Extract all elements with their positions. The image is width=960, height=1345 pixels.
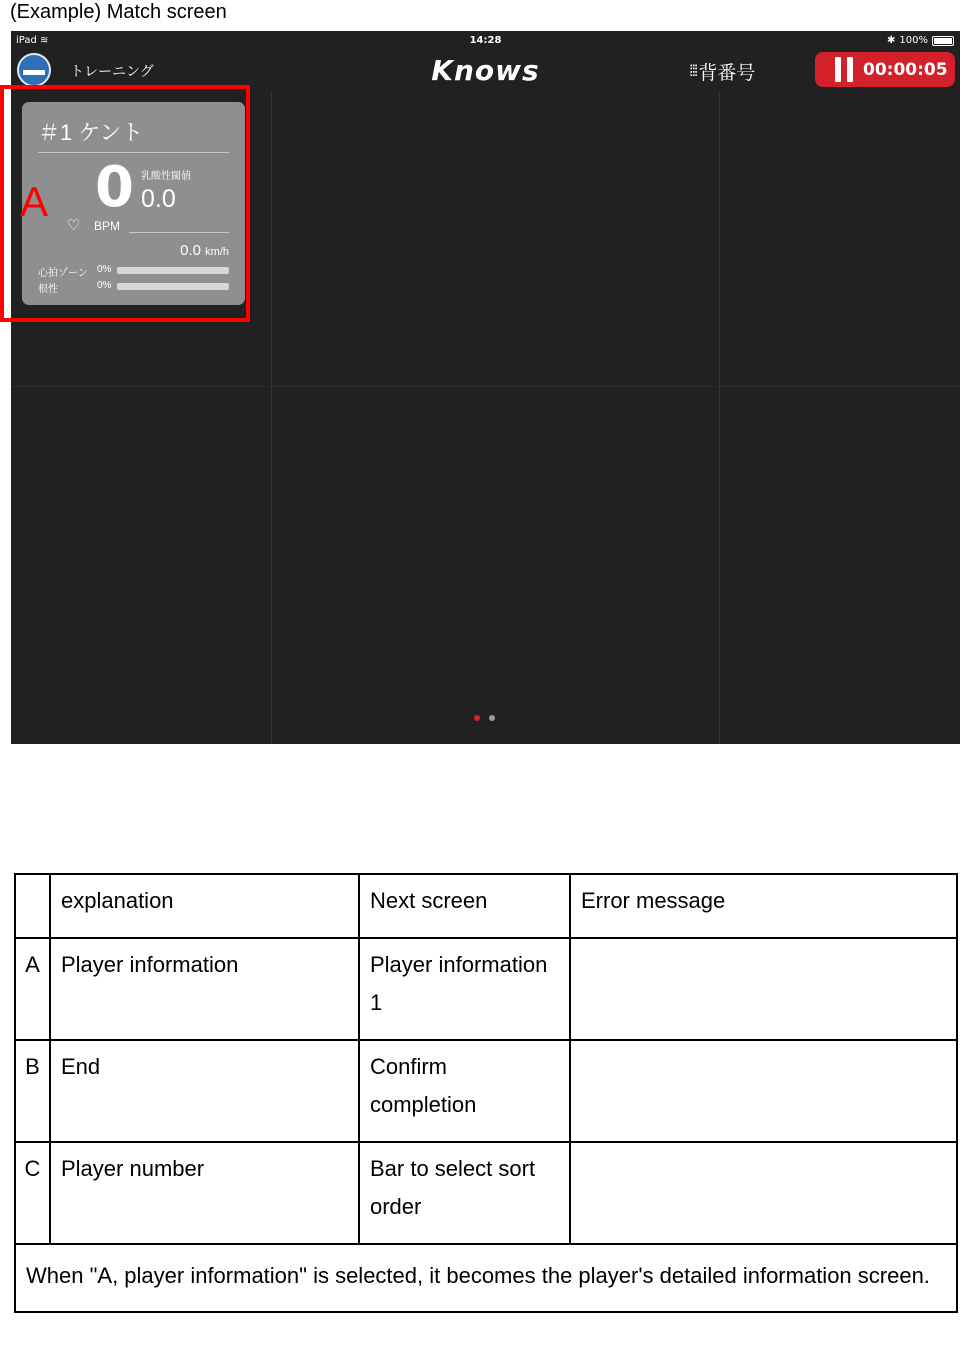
row-error-message	[570, 938, 957, 1040]
column-divider	[271, 91, 272, 744]
annotation-letter: A	[20, 178, 49, 225]
device-label: iPad ≋	[16, 35, 49, 46]
document-caption: (Example) Match screen	[10, 1, 227, 23]
back-button[interactable]: トレーニング	[70, 63, 154, 79]
battery-percent: 100%	[899, 35, 928, 46]
row-divider	[11, 386, 960, 387]
row-next-screen: Confirm completion	[359, 1040, 570, 1142]
app-logo: Knows	[431, 54, 540, 87]
table-note: When "A, player information" is selected, it becomes the player's detailed information screen.	[15, 1244, 957, 1312]
table-header-cell: Next screen	[359, 874, 570, 938]
heart-icon: ♡	[67, 217, 81, 234]
battery-icon	[932, 36, 954, 46]
table-header-row	[15, 874, 957, 938]
stat-percent: 0%	[97, 264, 112, 275]
speed-unit: km/h	[205, 246, 229, 258]
explanation-table	[14, 873, 958, 1313]
table-header-cell	[15, 874, 50, 938]
bpm-label: BPM	[94, 219, 121, 233]
lactate-label: 乳酸性閾値	[141, 171, 191, 182]
status-bar	[11, 31, 960, 51]
table-row	[15, 938, 957, 1040]
page-dot[interactable]	[474, 715, 480, 721]
stat-label: 心拍ゾーン	[38, 268, 88, 279]
row-explanation: End	[50, 1040, 359, 1142]
row-next-screen: Player information 1	[359, 938, 570, 1040]
table-row	[15, 1040, 957, 1142]
row-key: C	[15, 1142, 50, 1244]
pause-icon	[835, 57, 853, 82]
table-note-row	[15, 1244, 957, 1312]
table-row	[15, 1142, 957, 1244]
stat-label: 根性	[38, 284, 58, 295]
lactate-value: 0.0	[141, 185, 176, 213]
page-indicator[interactable]	[474, 715, 495, 721]
stat-percent: 0%	[97, 280, 112, 291]
bluetooth-icon: ✱	[887, 35, 896, 46]
row-explanation: Player number	[50, 1142, 359, 1244]
row-key: A	[15, 938, 50, 1040]
sort-button[interactable]	[689, 58, 755, 85]
row-key: B	[15, 1040, 50, 1142]
end-timer-button[interactable]	[815, 52, 955, 87]
column-divider	[719, 91, 720, 744]
status-time: 14:28	[469, 35, 502, 46]
page-dot[interactable]	[489, 715, 495, 721]
sort-icon: ⁞⁞⁞	[689, 62, 697, 80]
heart-rate-value: 0	[95, 155, 134, 220]
row-error-message	[570, 1142, 957, 1244]
table-header-cell: explanation	[50, 874, 359, 938]
status-right	[887, 35, 954, 46]
row-next-screen: Bar to select sort order	[359, 1142, 570, 1244]
player-title: ＃1 ケント	[38, 120, 144, 145]
row-error-message	[570, 1040, 957, 1142]
row-explanation: Player information	[50, 938, 359, 1040]
table-header-cell: Error message	[570, 874, 957, 938]
sort-label: 背番号	[698, 63, 756, 84]
timer-value: 00:00:05	[863, 59, 948, 80]
speed-value: 0.0	[180, 242, 201, 259]
wifi-icon: ≋	[40, 35, 49, 46]
